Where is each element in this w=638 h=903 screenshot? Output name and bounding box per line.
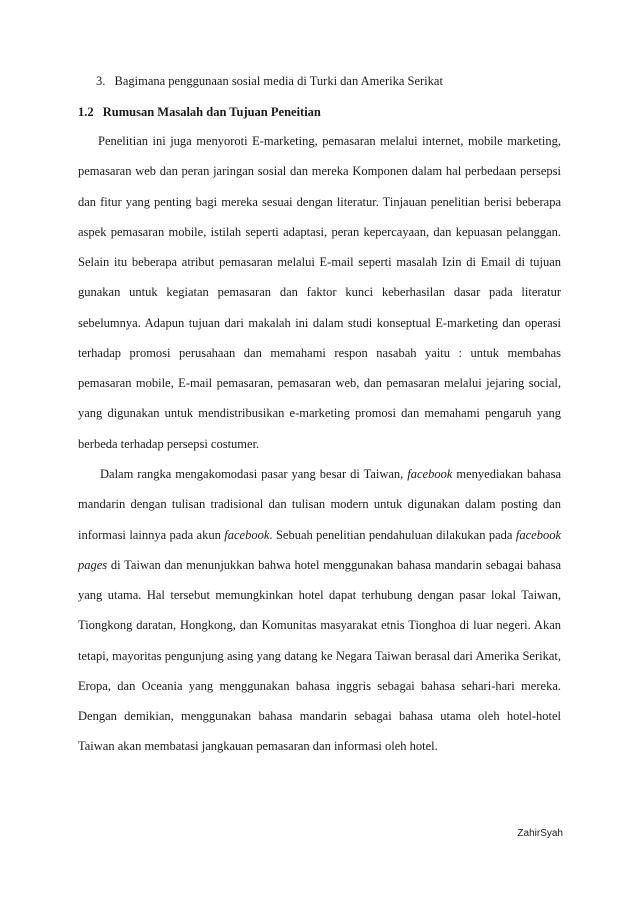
paragraph-2-text-2: menyediakan bahasa mandarin dengan tulisan tradisional dan tulisan modern untuk digunakan dalam posting dan informasi lainnya pada akun (78, 467, 561, 542)
footer-author: ZahirSyah (517, 828, 563, 839)
paragraph-1 (78, 126, 561, 459)
paragraph-2-text-1: Dalam rangka mengakomodasi pasar yang besar di Taiwan, (100, 467, 408, 481)
paragraph-2-text-4: di Taiwan dan menunjukkan bahwa hotel menggunakan bahasa mandarin sebagai bahasa yang utama. Hal tersebut memungkinkan hotel dapat terhubung dengan pasar lokal Taiwan, Tiongkong daratan, Hongkong, dan Komunitas masyarakat etnis Tionghoa di luar negeri. Akan tetapi, mayoritas pengunjung asing yang datang ke Negara Taiwan berasal dari Amerika Serikat, Eropa, dan Oceania yang menggunakan bahasa inggris sebagai bahasa sehari-hari mereka. Dengan demikian, menggunakan bahasa mandarin sebagai bahasa utama oleh hotel-hotel Taiwan akan membatasi jangkauan pemasaran dan informasi oleh hotel. (78, 557, 561, 754)
paragraph-2-text-3: . Sebuah penelitian pendahuluan dilakukan pada (269, 527, 516, 542)
list-item-number: 3. (96, 74, 106, 88)
paragraph-2-italic-3: facebook pages (78, 527, 562, 572)
section-number: 1.2 (78, 105, 94, 119)
section-title: Rumusan Masalah dan Tujuan Peneitian (102, 105, 321, 119)
paragraph-2-italic-1: facebook (407, 467, 453, 481)
list-item-research-question (96, 74, 443, 89)
section-heading (78, 105, 321, 120)
paragraph-2 (78, 459, 561, 762)
paragraph-2-italic-2: facebook (224, 527, 270, 542)
list-item-text: Bagimana penggunaan sosial media di Turki dan Amerika Serikat (114, 74, 443, 88)
paragraph-1-text: Penelitian ini juga menyoroti E-marketing, pemasaran melalui internet, mobile marketing, pemasaran web dan peran jaringan sosial dan mereka Komponen dalam hal perbedaan persepsi dan fitur yang penting bagi mereka sesuai dengan literatur. Tinjauan penelitian berisi beberapa aspek pemasaran mobile, istilah seperti adaptasi, peran kepercayaan, dan kepuasan pelanggan. Selain itu beberapa atribut pemasaran melalui E-mail seperti masalah Izin di Email di tujuan gunakan untuk kegiatan pemasaran dan faktor kunci keberhasilan dasar pada literatur sebelumnya. Adapun tujuan dari makalah ini dalam studi konseptual E-marketing dan operasi terhadap promosi perusahaan dan memahami respon nasabah yaitu : untuk membahas pemasaran mobile, E-mail pemasaran, pemasaran web, dan pemasaran melalui jejaring social, yang digunakan untuk mendistribusikan e-marketing promosi dan memahami pengaruh yang berbeda terhadap persepsi costumer. (78, 134, 561, 451)
